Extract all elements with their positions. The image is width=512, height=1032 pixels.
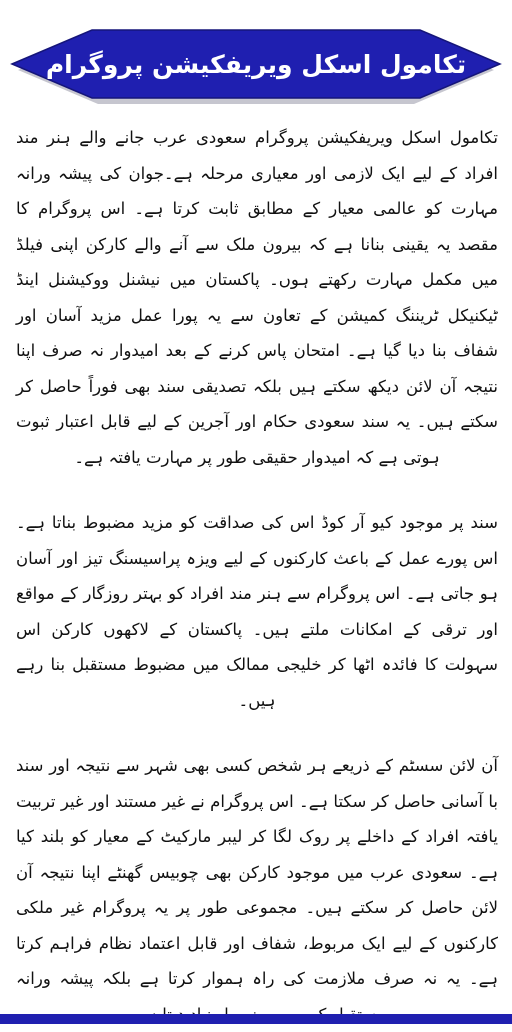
article-body: [16, 120, 498, 1032]
page-title: تکامول اسکل ویریفکیشن پروگرام: [45, 49, 467, 79]
article-paragraph-1: تکامول اسکل ویریفکیشن پروگرام سعودی عرب جانے والے ہنر مند افراد کے لیے ایک لازمی اور معیاری مرحلہ ہے۔جوان کی پیشہ ورانہ مہارت کو عالمی معیار کے مطابق ثابت کرتا ہے۔ اس پروگرام کا مقصد یہ یقینی بنانا ہے کہ بیرون ملک سے آنے والے کارکن اپنی فیلڈ میں مکمل مہارت رکھتے ہوں۔ پاکستان میں نیشنل ووکیشنل اینڈ ٹیکنیکل ٹریننگ کمیشن کے تعاون سے یہ پورا عمل مزید آسان اور شفاف بنا دیا گیا ہے۔ امتحان پاس کرنے کے بعد امیدوار نہ صرف اپنا نتیجہ آن لائن دیکھ سکتے ہیں بلکہ تصدیقی سند بھی فوراً حاصل کر سکتے ہیں۔ یہ سند سعودی حکام اور آجرین کے لیے قابل اعتبار ثبوت ہوتی ہے کہ امیدوار حقیقی طور پر مہارت یافتہ ہے۔: [16, 128, 498, 467]
article-paragraph-3: آن لائن سسٹم کے ذریعے ہر شخص کسی بھی شہر سے نتیجہ اور سند با آسانی حاصل کر سکتا ہے۔ اس پروگرام نے غیر مستند اور غیر تربیت یافتہ افراد کے داخلے پر روک لگا کر لیبر مارکیٹ کے معیار کو بلند کیا ہے۔ سعودی عرب میں موجود کارکن بھی چوبیس گھنٹے اپنا نتیجہ آن لائن حاصل کر سکتے ہیں۔ مجموعی طور پر یہ پروگرام غیر ملکی کارکنوں کے لیے ایک مربوط، شفاف اور قابل اعتماد نظام فراہم کرتا ہے۔ یہ نہ صرف ملازمت کی راہ ہموار کرتا ہے بلکہ پیشہ ورانہ: [16, 756, 498, 988]
title-banner: [6, 16, 506, 112]
article-paragraph-2: سند پر موجود کیو آر کوڈ اس کی صداقت کو مزید مضبوط بناتا ہے۔ اس پورے عمل کے باعث کارکنوں کے لیے ویزہ پراسیسنگ تیز اور آسان ہو جاتی ہے۔ اس پروگرام سے ہنر مند افراد کو بہتر روزگار کے مواقع اور ترقی کے امکانات ملتے ہیں۔ پاکستان کے لاکھوں کارکن اس سہولت کا فائدہ اٹھا کر خلیجی ممالک میں مضبوط مستقبل بنا رہے ہیں۔: [16, 513, 498, 710]
footer-bar: [0, 1014, 512, 1024]
